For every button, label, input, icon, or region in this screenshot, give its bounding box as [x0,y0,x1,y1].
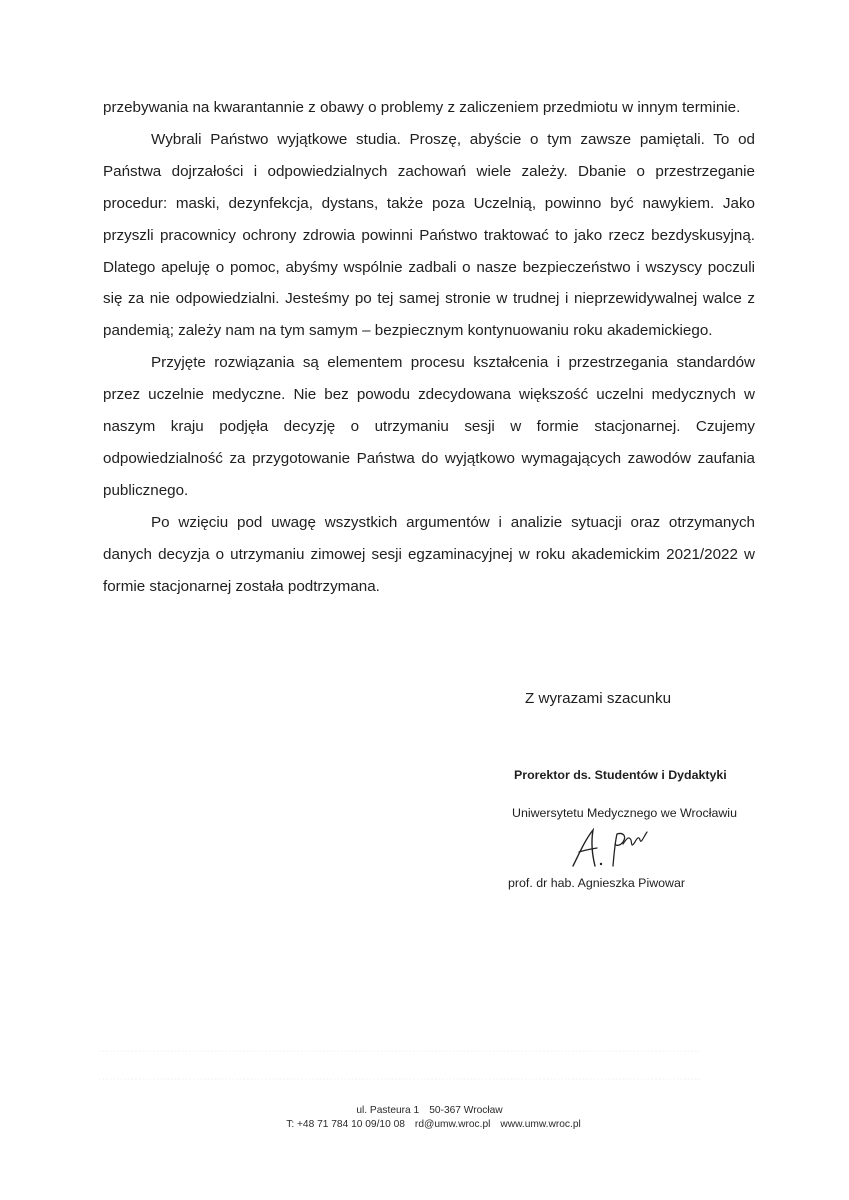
letter-footer [0,1104,849,1132]
signatory-institution: Uniwersytetu Medycznego we Wrocławiu [512,806,737,820]
signatory-name: prof. dr hab. Agnieszka Piwowar [508,876,686,890]
bleed-through-text: ....................................................................................................................................................................... [98,1040,702,1055]
footer-website: www.umw.wroc.pl [500,1119,581,1130]
footer-address: ul. Pasteura 1 [356,1105,420,1116]
footer-postal: 50-367 Wrocław [429,1105,503,1116]
paragraph-1: przebywania na kwarantannie z obawy o problemy z zaliczeniem przedmiotu w innym terminie. [103,99,741,116]
closing-salutation: Z wyrazami szacunku [525,690,672,707]
signatory-role: Prorektor ds. Studentów i Dydaktyki [514,768,727,782]
letter-body [103,92,755,603]
footer-email: rd@umw.wroc.pl [414,1119,491,1130]
paragraph-3: Przyjęte rozwiązania są elementem procesu kształcenia i przestrzegania standardów przez uczelnie medyczne. Nie bez powodu zdecydowana większość uczelni medycznych w naszym kraju podjęła decyzję o utrzymaniu sesji w formie stacjonarnej. Czujemy odpowiedzialność za przygotowanie Państwa do wyjątkowo wymagających zawodów zaufania publicznego. [103,354,755,499]
handwritten-signature [565,826,655,870]
bleed-through-text: ....................................................................................................................................................................... [98,1068,702,1083]
paragraph-4: Po wzięciu pod uwagę wszystkich argumentów i analizie sytuacji oraz otrzymanych danych decyzja o utrzymaniu zimowej sesji egzaminacyjnej w roku akademickim 2021/2022 w formie stacjonarnej została podtrzymana. [103,513,755,595]
footer-phone: T: +48 71 784 10 09/10 08 [286,1119,405,1130]
paragraph-2: Wybrali Państwo wyjątkowe studia. Proszę, abyście o tym zawsze pamiętali. To od Państwa dojrzałości i odpowiedzialnych zachowań wiele zależy. Dbanie o przestrzeganie procedur: maski, dezynfekcja, dystans, także poza Uczelnią, powinno być nawykiem. Jako przyszli pracownicy ochrony zdrowia powinni Państwo traktować to jako rzecz bezdyskusyjną. Dlatego apeluję o pomoc, abyśmy wspólnie zadbali o nasze bezpieczeństwo i wszyscy poczuli się za nie odpowiedzialni. Jesteśmy po tej samej stronie w trudnej i nieprzewidywalnej walce z pandemią; zależy nam na tym samym – bezpiecznym kontynuowaniu roku akademickiego. [103,130,755,340]
